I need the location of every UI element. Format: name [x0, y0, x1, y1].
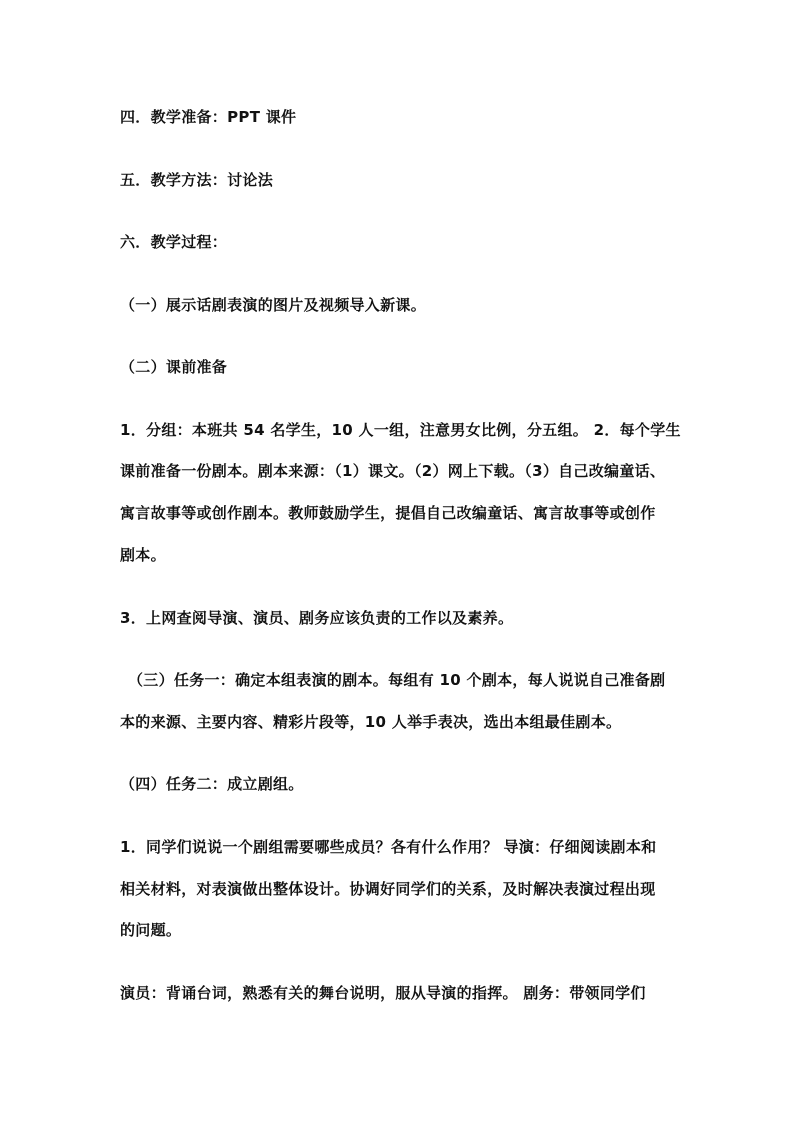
paragraph-line: 演员：背诵台词，熟悉有关的舞台说明，服从导演的指挥。 剧务：带领同学们 [120, 984, 646, 1002]
section-heading-method: 五．教学方法：讨论法 [120, 171, 274, 189]
paragraph-line: 课前准备一份剧本。剧本来源：（1）课文。（2）网上下载。（3）自己改编童话、 [120, 462, 666, 480]
paragraph-line: 1．分组：本班共 54 名学生，10 人一组，注意男女比例，分五组。 2．每个学生 [120, 421, 681, 439]
paragraph-line: 1．同学们说说一个剧组需要哪些成员？各有什么作用？ 导演：仔细阅读剧本和 [120, 838, 657, 856]
subsection-intro: （一）展示话剧表演的图片及视频导入新课。 [120, 296, 427, 314]
subsection-preparation: （二）课前准备 [120, 358, 228, 376]
paragraph-line: 剧本。 [120, 546, 166, 564]
paragraph-line: 本的来源、主要内容、精彩片段等，10 人举手表决，选出本组最佳剧本。 [120, 713, 622, 731]
paragraph-line: 寓言故事等或创作剧本。教师鼓励学生，提倡自己改编童话、寓言故事等或创作 [120, 504, 656, 522]
subsection-task-one: （三）任务一：确定本组表演的剧本。每组有 10 个剧本，每人说说自己准备剧 [128, 671, 666, 689]
paragraph-line: 的问题。 [120, 921, 182, 939]
paragraph-line: 相关材料，对表演做出整体设计。协调好同学们的关系，及时解决表演过程出现 [120, 880, 656, 898]
paragraph-line: 3．上网查阅导演、演员、剧务应该负责的工作以及素养。 [120, 609, 514, 627]
subsection-task-two: （四）任务二：成立剧组。 [120, 775, 304, 793]
section-heading-process: 六．教学过程： [120, 233, 228, 251]
section-heading-preparation: 四．教学准备：PPT 课件 [120, 108, 297, 126]
